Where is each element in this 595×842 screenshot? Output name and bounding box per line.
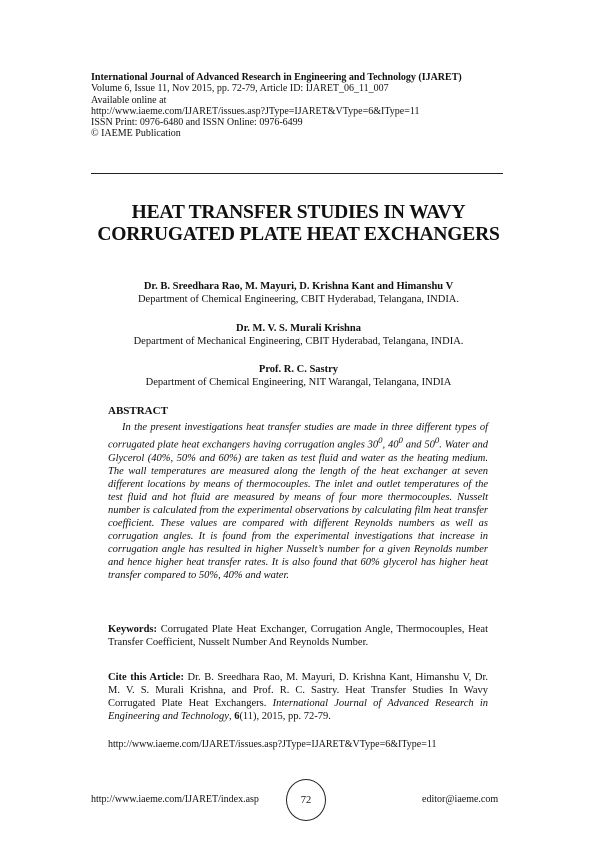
abstract-text: In the present investigations heat transfer studies are made in three different types of corrugated plate heat exchangers having corrugation angles $30^0$, $40^0$ and $50^0$. Water and Glycerol (40%, 50% and 60%) are taken as test fluid and water as the heating medium. The wall temperatures are measured along the length of the heat exchanger at seven different locations by means of thermocouples. The inlet and outlet temperatures of the test fluid and hot fluid are measured by means of four more thermocouples. Nusselt number is calculated from the experimental observations by calculating film heat transfer coefficient. These values are compared with different Reynolds numbers as well as corrugation angles. It is found from the experimental investigations that increase in corrugation angle has resulted in higher Nusselt’s number for a given Reynolds number and hence higher heat transfer rates. It is also found that 60% glycerol has higher heat transfer compared to 50%, 40% and water. xyxy=(108,422,489,581)
cite-label: Cite this Article: xyxy=(108,672,184,683)
abstract-heading: ABSTRACT xyxy=(108,405,168,417)
cite-paragraph: Cite this Article: Dr. B. Sreedhara Rao, M. Mayuri, D. Krishna Kant, Himanshu V, Dr. M. V. S. Murali Krishna, and Prof. R. C. Sastry. Heat Transfer Studies In Wavy Corrugated Plate Heat Exchangers. International Journal of Advanced Research in Engineering and Technology, 6(11), 2015, pp. 72-79. xyxy=(108,672,489,722)
volume-info: Volume 6, Issue 11, Nov 2015, pp. 72-79, Article ID: IJARET_06_11_007 xyxy=(91,83,389,95)
available-online: Available online at xyxy=(91,94,167,106)
author-names: Dr. B. Sreedhara Rao, M. Mayuri, D. Krishna Kant and Himanshu V xyxy=(143,281,454,292)
publisher: © IAEME Publication xyxy=(91,128,181,140)
keywords-text: Corrugated Plate Heat Exchanger, Corrugation Angle, Thermocouples, Heat Transfer Coefficient, Nusselt Number And Reynolds Number. xyxy=(108,624,488,648)
page-number: 72 xyxy=(286,779,326,821)
author-affiliation: Department of Mechanical Engineering, CBIT Hyderabad, Telangana, INDIA. xyxy=(133,336,464,347)
keywords-paragraph xyxy=(108,623,488,649)
issn-info: ISSN Print: 0976-6480 and ISSN Online: 0976-6499 xyxy=(91,117,303,129)
issue-url: http://www.iaeme.com/IJARET/issues.asp?JType=IJARET&VType=6&IType=11 xyxy=(91,105,420,117)
header-rule xyxy=(91,173,503,174)
author-names: Prof. R. C. Sastry xyxy=(258,364,339,375)
keywords-label: Keywords: xyxy=(108,624,157,635)
paper-title: HEAT TRANSFER STUDIES IN WAVY CORRUGATED PLATE HEAT EXCHANGERS xyxy=(97,202,500,245)
footer-website[interactable]: http://www.iaeme.com/IJARET/index.asp xyxy=(91,794,259,805)
author-block-2 xyxy=(91,322,506,348)
author-affiliation: Department of Chemical Engineering, NIT Warangal, Telangana, INDIA xyxy=(145,377,452,388)
author-block-3 xyxy=(91,363,506,389)
cite-url-link[interactable]: http://www.iaeme.com/IJARET/issues.asp?JType=IJARET&VType=6&IType=11 xyxy=(108,739,437,750)
author-affiliation: Department of Chemical Engineering, CBIT Hyderabad, Telangana, INDIA. xyxy=(137,294,460,305)
cite-journal: International Journal of Advanced Research in Engineering and Technology xyxy=(108,698,489,722)
journal-title: International Journal of Advanced Research in Engineering and Technology (IJARET) xyxy=(91,72,462,83)
footer-email[interactable]: editor@iaeme.com xyxy=(422,794,499,805)
author-block-1 xyxy=(91,280,506,306)
journal-header xyxy=(91,72,506,140)
author-names: Dr. M. V. S. Murali Krishna xyxy=(236,323,361,334)
